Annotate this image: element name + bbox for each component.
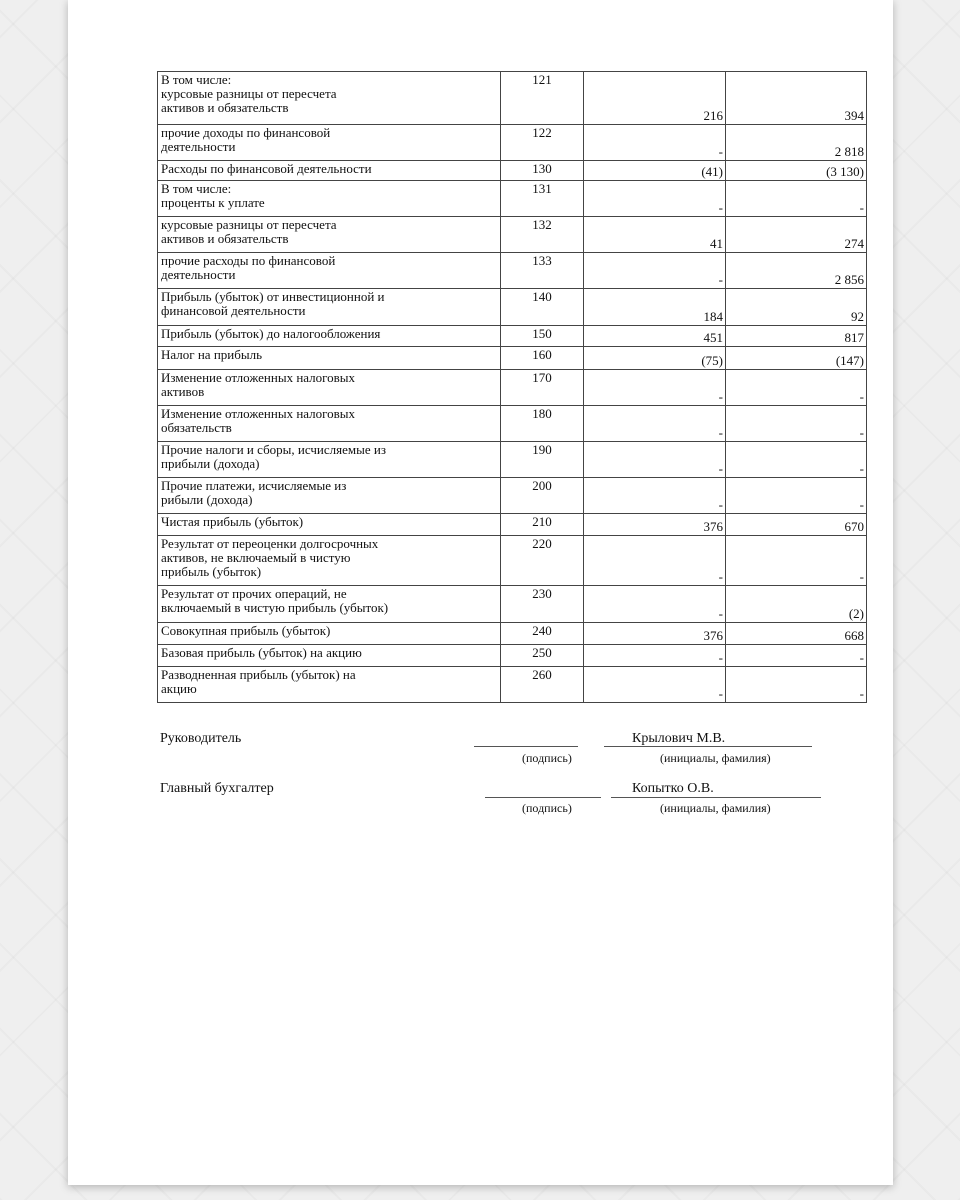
accountant-name-line [611,797,821,798]
row-code: 230 [501,586,584,623]
row-code: 132 [501,217,584,253]
current-period-value: - [584,536,726,586]
previous-period-value: 670 [726,514,867,536]
previous-period-value: 2 818 [726,125,867,161]
current-period-value: - [584,370,726,406]
row-label: Изменение отложенных налоговых обязательств [158,406,501,442]
previous-period-value: 2 856 [726,253,867,289]
row-label: В том числе: проценты к уплате [158,181,501,217]
financial-results-table [157,71,867,703]
row-label: Налог на прибыль [158,347,501,370]
row-label: Расходы по финансовой деятельности [158,161,501,181]
row-code: 122 [501,125,584,161]
previous-period-value: - [726,536,867,586]
row-code: 133 [501,253,584,289]
row-code: 260 [501,667,584,703]
previous-period-value: - [726,370,867,406]
current-period-value: - [584,667,726,703]
row-code: 220 [501,536,584,586]
table-row [158,514,867,536]
current-period-value: 41 [584,217,726,253]
row-code: 131 [501,181,584,217]
row-code: 160 [501,347,584,370]
row-label: Базовая прибыль (убыток) на акцию [158,645,501,667]
row-code: 150 [501,326,584,347]
current-period-value: - [584,181,726,217]
name-caption: (инициалы, фамилия) [660,801,771,815]
row-label: Прибыль (убыток) от инвестиционной и финансовой деятельности [158,289,501,326]
table-row [158,645,867,667]
row-label: прочие расходы по финансовой деятельности [158,253,501,289]
previous-period-value: - [726,667,867,703]
row-code: 210 [501,514,584,536]
previous-period-value: 274 [726,217,867,253]
row-label: курсовые разницы от пересчета активов и обязательств [158,217,501,253]
current-period-value: - [584,478,726,514]
row-label: Результат от переоценки долгосрочных активов, не включаемый в чистую прибыль (убыток) [158,536,501,586]
current-period-value: 376 [584,623,726,645]
table-row [158,667,867,703]
table-row [158,370,867,406]
accountant-signature-line [485,797,601,798]
previous-period-value: 92 [726,289,867,326]
table-row [158,217,867,253]
current-period-value: - [584,253,726,289]
previous-period-value: - [726,181,867,217]
row-code: 130 [501,161,584,181]
previous-period-value: (2) [726,586,867,623]
table-row [158,536,867,586]
table-row [158,478,867,514]
row-label: Прочие налоги и сборы, исчисляемые из прибыли (дохода) [158,442,501,478]
current-period-value: 451 [584,326,726,347]
current-period-value: - [584,586,726,623]
previous-period-value: - [726,406,867,442]
table-row [158,623,867,645]
signature-caption: (подпись) [522,801,572,815]
current-period-value: - [584,645,726,667]
current-period-value: - [584,125,726,161]
table-row [158,442,867,478]
row-code: 121 [501,72,584,125]
row-label: Прочие платежи, исчисляемые из рибыли (дохода) [158,478,501,514]
director-signature-line [474,746,578,747]
previous-period-value: - [726,442,867,478]
row-label: В том числе: курсовые разницы от пересчета активов и обязательств [158,72,501,125]
signature-caption: (подпись) [522,751,572,765]
current-period-value: - [584,406,726,442]
row-code: 140 [501,289,584,326]
name-caption: (инициалы, фамилия) [660,751,771,765]
row-label: Разводненная прибыль (убыток) на акцию [158,667,501,703]
table-row [158,181,867,217]
row-label: Совокупная прибыль (убыток) [158,623,501,645]
current-period-value: - [584,442,726,478]
previous-period-value: - [726,645,867,667]
previous-period-value: 394 [726,72,867,125]
table-row [158,347,867,370]
accountant-name: Копытко О.В. [632,781,714,796]
previous-period-value: 668 [726,623,867,645]
row-code: 240 [501,623,584,645]
row-label: прочие доходы по финансовой деятельности [158,125,501,161]
table-row [158,586,867,623]
row-label: Прибыль (убыток) до налогообложения [158,326,501,347]
row-code: 190 [501,442,584,478]
current-period-value: 376 [584,514,726,536]
row-label: Результат от прочих операций, не включаемый в чистую прибыль (убыток) [158,586,501,623]
row-label: Чистая прибыль (убыток) [158,514,501,536]
table-row [158,406,867,442]
director-name: Крылович М.В. [632,731,726,746]
row-code: 250 [501,645,584,667]
current-period-value: (75) [584,347,726,370]
current-period-value: 184 [584,289,726,326]
previous-period-value: - [726,478,867,514]
row-code: 180 [501,406,584,442]
row-label: Изменение отложенных налоговых активов [158,370,501,406]
director-title: Руководитель [160,731,242,746]
current-period-value: 216 [584,72,726,125]
table-row [158,326,867,347]
table-row [158,253,867,289]
table-row [158,125,867,161]
current-period-value: (41) [584,161,726,181]
table-row [158,161,867,181]
row-code: 200 [501,478,584,514]
table-row [158,72,867,125]
previous-period-value: (147) [726,347,867,370]
previous-period-value: (3 130) [726,161,867,181]
table-row [158,289,867,326]
previous-period-value: 817 [726,326,867,347]
document-page [68,0,893,1185]
accountant-title: Главный бухгалтер [160,781,274,796]
row-code: 170 [501,370,584,406]
